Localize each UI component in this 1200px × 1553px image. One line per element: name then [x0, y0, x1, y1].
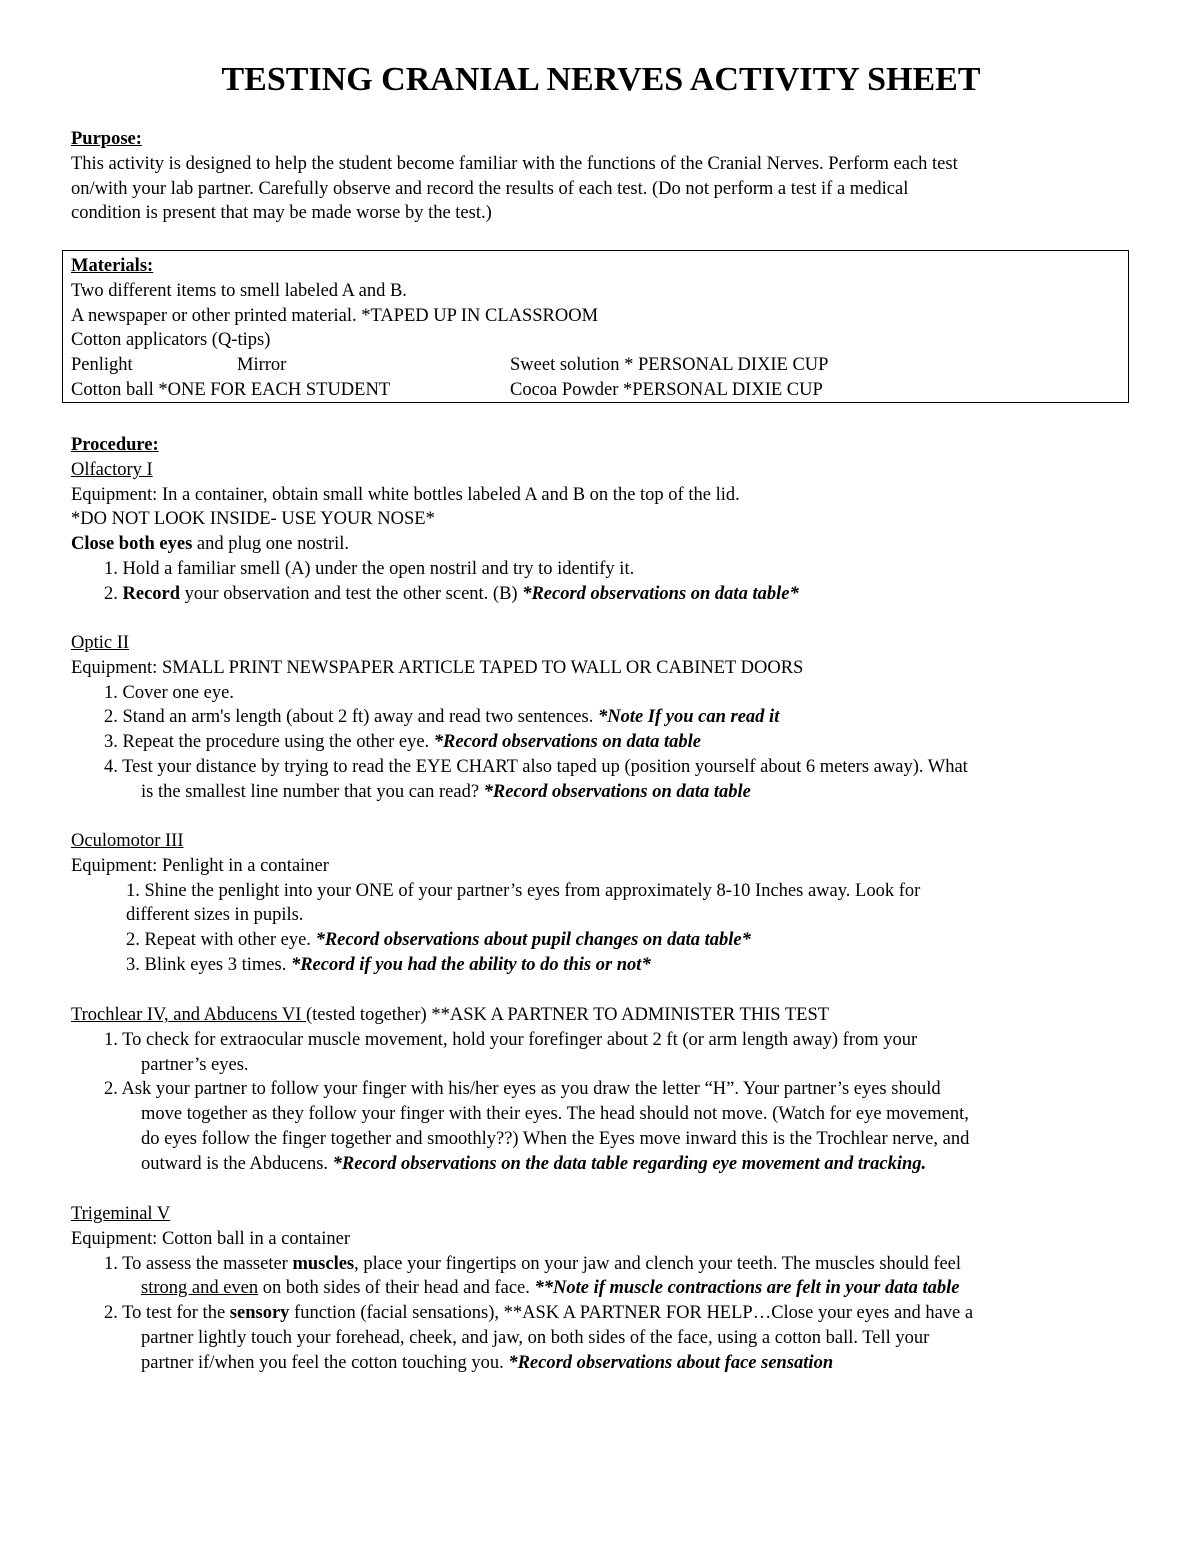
trigeminal-step-2-cont-2: partner if/when you feel the cotton touching you. *Record observations about face sensation	[141, 1352, 834, 1373]
materials-row-4	[71, 353, 1120, 378]
trigeminal-step-2: 2. To test for the sensory function (facial sensations), **ASK A PARTNER FOR HELP…Close your eyes and have a	[104, 1303, 974, 1324]
page-title: TESTING CRANIAL NERVES ACTIVITY SHEET	[221, 61, 981, 98]
oculomotor-step-1: 1. Shine the penlight into your ONE of your partner’s eyes from approximately 8-10 Inches away. Look for	[126, 880, 921, 901]
optic-step-4: 4. Test your distance by trying to read the EYE CHART also taped up (position yourself about 6 meters away). What	[104, 756, 968, 777]
oculomotor-step-1-cont: different sizes in pupils.	[126, 905, 304, 926]
trochlear-step-2: 2. Ask your partner to follow your finger with his/her eyes as you draw the letter “H”. Your partner’s eyes should	[104, 1079, 941, 1100]
material-penlight: Penlight	[71, 355, 133, 376]
materials-line-3: Cotton applicators (Q-tips)	[71, 330, 271, 351]
material-sweet-solution: Sweet solution * PERSONAL DIXIE CUP	[510, 355, 829, 376]
olfactory-step-2: 2. Record your observation and test the other scent. (B) *Record observations on data table*	[104, 583, 799, 604]
trigeminal-section	[71, 1202, 1131, 1376]
optic-section	[71, 631, 1131, 805]
trochlear-step-1-cont: partner’s eyes.	[141, 1054, 249, 1075]
oculomotor-heading: Oculomotor III	[71, 831, 184, 851]
trochlear-step-1: 1. To check for extraocular muscle movement, hold your forefinger about 2 ft (or arm length away) from your	[104, 1029, 918, 1050]
oculomotor-section	[71, 829, 1131, 978]
trochlear-step-2-cont-1: move together as they follow your finger with their eyes. The head should not move. (Watch for eye movement,	[141, 1104, 969, 1125]
procedure-heading: Procedure:	[71, 435, 159, 455]
trochlear-heading: Trochlear IV, and Abducens VI	[71, 1005, 306, 1025]
purpose-heading: Purpose:	[71, 129, 142, 149]
trigeminal-step-1-cont: strong and even on both sides of their head and face. **Note if muscle contractions are felt in your data table	[141, 1278, 960, 1299]
trochlear-heading-line: Trochlear IV, and Abducens VI (tested together) **ASK A PARTNER TO ADMINISTER THIS TEST	[71, 1005, 830, 1025]
materials-line-1: Two different items to smell labeled A and B.	[71, 280, 407, 301]
optic-equipment: Equipment: SMALL PRINT NEWSPAPER ARTICLE TAPED TO WALL OR CABINET DOORS	[71, 657, 804, 678]
purpose-line-3: condition is present that may be made worse by the test.)	[71, 203, 492, 224]
oculomotor-equipment: Equipment: Penlight in a container	[71, 855, 329, 876]
material-cotton-ball: Cotton ball *ONE FOR EACH STUDENT	[71, 379, 391, 400]
trochlear-step-2-cont-3: outward is the Abducens. *Record observations on the data table regarding eye movement and tracking.	[141, 1153, 927, 1174]
materials-heading: Materials:	[71, 256, 154, 276]
olfactory-equipment: Equipment: In a container, obtain small white bottles labeled A and B on the top of the lid.	[71, 484, 740, 505]
optic-step-2: 2. Stand an arm's length (about 2 ft) away and read two sentences. *Note If you can read it	[104, 707, 780, 728]
purpose-line-2: on/with your lab partner. Carefully observe and record the results of each test. (Do not perform a test if a medical	[71, 178, 909, 199]
olfactory-heading: Olfactory I	[71, 459, 153, 480]
oculomotor-step-2: 2. Repeat with other eye. *Record observations about pupil changes on data table*	[126, 930, 751, 951]
optic-heading: Optic II	[71, 633, 130, 653]
optic-step-4-cont: is the smallest line number that you can read? *Record observations on data table	[141, 781, 751, 802]
optic-step-3: 3. Repeat the procedure using the other eye. *Record observations on data table	[104, 732, 702, 753]
trigeminal-step-2-cont-1: partner lightly touch your forehead, cheek, and jaw, on both sides of the face, using a cotton ball. Tell your	[141, 1327, 930, 1348]
oculomotor-step-3: 3. Blink eyes 3 times. *Record if you had the ability to do this or not*	[126, 954, 651, 975]
materials-box	[62, 250, 1129, 403]
procedure-section	[71, 433, 1131, 607]
material-cocoa-powder: Cocoa Powder *PERSONAL DIXIE CUP	[510, 379, 823, 400]
olfactory-close-eyes: Close both eyes and plug one nostril.	[71, 534, 349, 555]
materials-line-2: A newspaper or other printed material. *TAPED UP IN CLASSROOM	[71, 305, 599, 326]
purpose-line-1: This activity is designed to help the student become familiar with the functions of the Cranial Nerves. Perform each test	[71, 153, 958, 174]
trigeminal-step-1: 1. To assess the masseter muscles, place your fingertips on your jaw and clench your teeth. The muscles should feel	[104, 1253, 962, 1274]
materials-row-5	[71, 378, 1120, 403]
trigeminal-equipment: Equipment: Cotton ball in a container	[71, 1228, 350, 1249]
material-mirror: Mirror	[237, 355, 287, 376]
trigeminal-heading: Trigeminal V	[71, 1204, 171, 1224]
purpose-section	[71, 127, 1131, 226]
olfactory-warning: *DO NOT LOOK INSIDE- USE YOUR NOSE*	[71, 509, 435, 530]
trochlear-step-2-cont-2: do eyes follow the finger together and smoothly??) When the Eyes move inward this is the Trochlear nerve, and	[141, 1128, 970, 1149]
olfactory-step-1: 1. Hold a familiar smell (A) under the open nostril and try to identify it.	[104, 558, 635, 579]
optic-step-1: 1. Cover one eye.	[104, 682, 234, 703]
trochlear-abducens-section	[71, 1003, 1131, 1177]
